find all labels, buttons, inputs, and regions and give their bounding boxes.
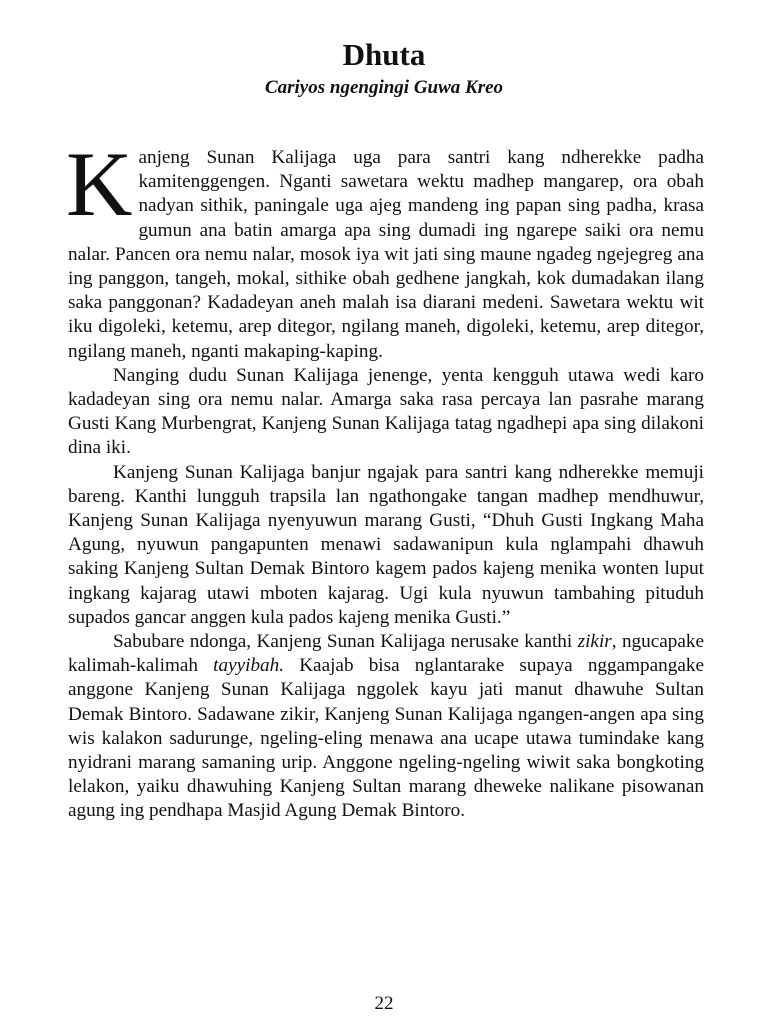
paragraph-4-text-c: Kaajab bisa nglantarake supaya nggampangake anggone Kanjeng Sunan Kalijaga nggolek kayu jati manut dhawuhe Sultan Demak Bintoro. Sadawane zikir, Kanjeng Sunan Kalijaga ngangen-angen apa sing wis kalakon sadurunge, ngeling-eling menawa ana ucape utawa tumindake kang nyidrani marang samaning urip. Anggone ngeling-ngeling wiwit saka bongkoting lelakon, yaiku dhawuhing Kanjeng Sultan marang dheweke nalikane pisowanan agung ing pendhapa Masjid Agung Demak Bintoro. [68,655,704,822]
paragraph-1 [66,133,704,364]
paragraph-1-text: anjeng Sunan Kalijaga uga para santri kang ndherekke padha kamitenggengen. Nganti sawetara wektu madhep mangarep, ora obah nadyan sithik, paningale uga ajeg mandeng ing papan sing padha, krasa gumun ana batin amarga apa sing dumadi ing ngarepe saiki ora nemu nalar. Pancen ora nemu nalar, mosok iya wit jati sing maune ngadeg ngejegreg ana ing panggon, tangeh, mokal, sithike obah gedhene jangkah, kok dumadakan ilang saka panggonan? Kadadeyan aneh malah isa diarani medeni. Sawetara wektu wit iku digoleki, ketemu, arep ditegor, ngilang maneh, digoleki, ketemu, arep ditegor, ngilang maneh, nganti makaping-kaping. [68,147,704,362]
body-text [66,133,704,824]
paragraph-3: Kanjeng Sunan Kalijaga banjur ngajak para santri kang ndherekke memuji bareng. Kanthi lungguh trapsila lan ngathongake tangan madhep mendhuwur, Kanjeng Sunan Kalijaga nyenyuwun marang Gusti, “Dhuh Gusti Ingkang Maha Agung, nyuwun pangapunten menawi sadawanipun kula nglampahi dhawuh saking Kanjeng Sultan Demak Bintoro kagem pados kajeng menika wonten luput ingkang kajarag utawi mboten kajarag. Ugi kula nyuwun tambahing pituduh supados gancar anggen kula pados kajeng menika Gusti.” [68,461,704,628]
chapter-subtitle: Cariyos ngengingi Guwa Kreo [264,77,504,98]
italic-term-tayyibah: tayyibah. [213,655,285,677]
drop-cap: K [66,133,133,235]
paragraph-4 [68,630,704,824]
paragraph-2: Nanging dudu Sunan Kalijaga jenenge, yenta kengguh utawa wedi karo kadadeyan sing ora nemu nalar. Amarga saka rasa percaya lan pasrahe marang Gusti Kang Murbengrat, Kanjeng Sunan Kalijaga tatag ngadhepi apa sing dilakoni dina iki. [68,364,704,459]
chapter-title: Dhuta [342,37,426,72]
paragraph-4-text-b: , ngucapake kalimah-kalimah [68,631,704,677]
italic-term-zikir: zikir [577,631,612,653]
page-number: 22 [374,993,394,1014]
paragraph-4-text-a: Sabubare ndonga, Kanjeng Sunan Kalijaga nerusake kanthi [113,631,578,653]
